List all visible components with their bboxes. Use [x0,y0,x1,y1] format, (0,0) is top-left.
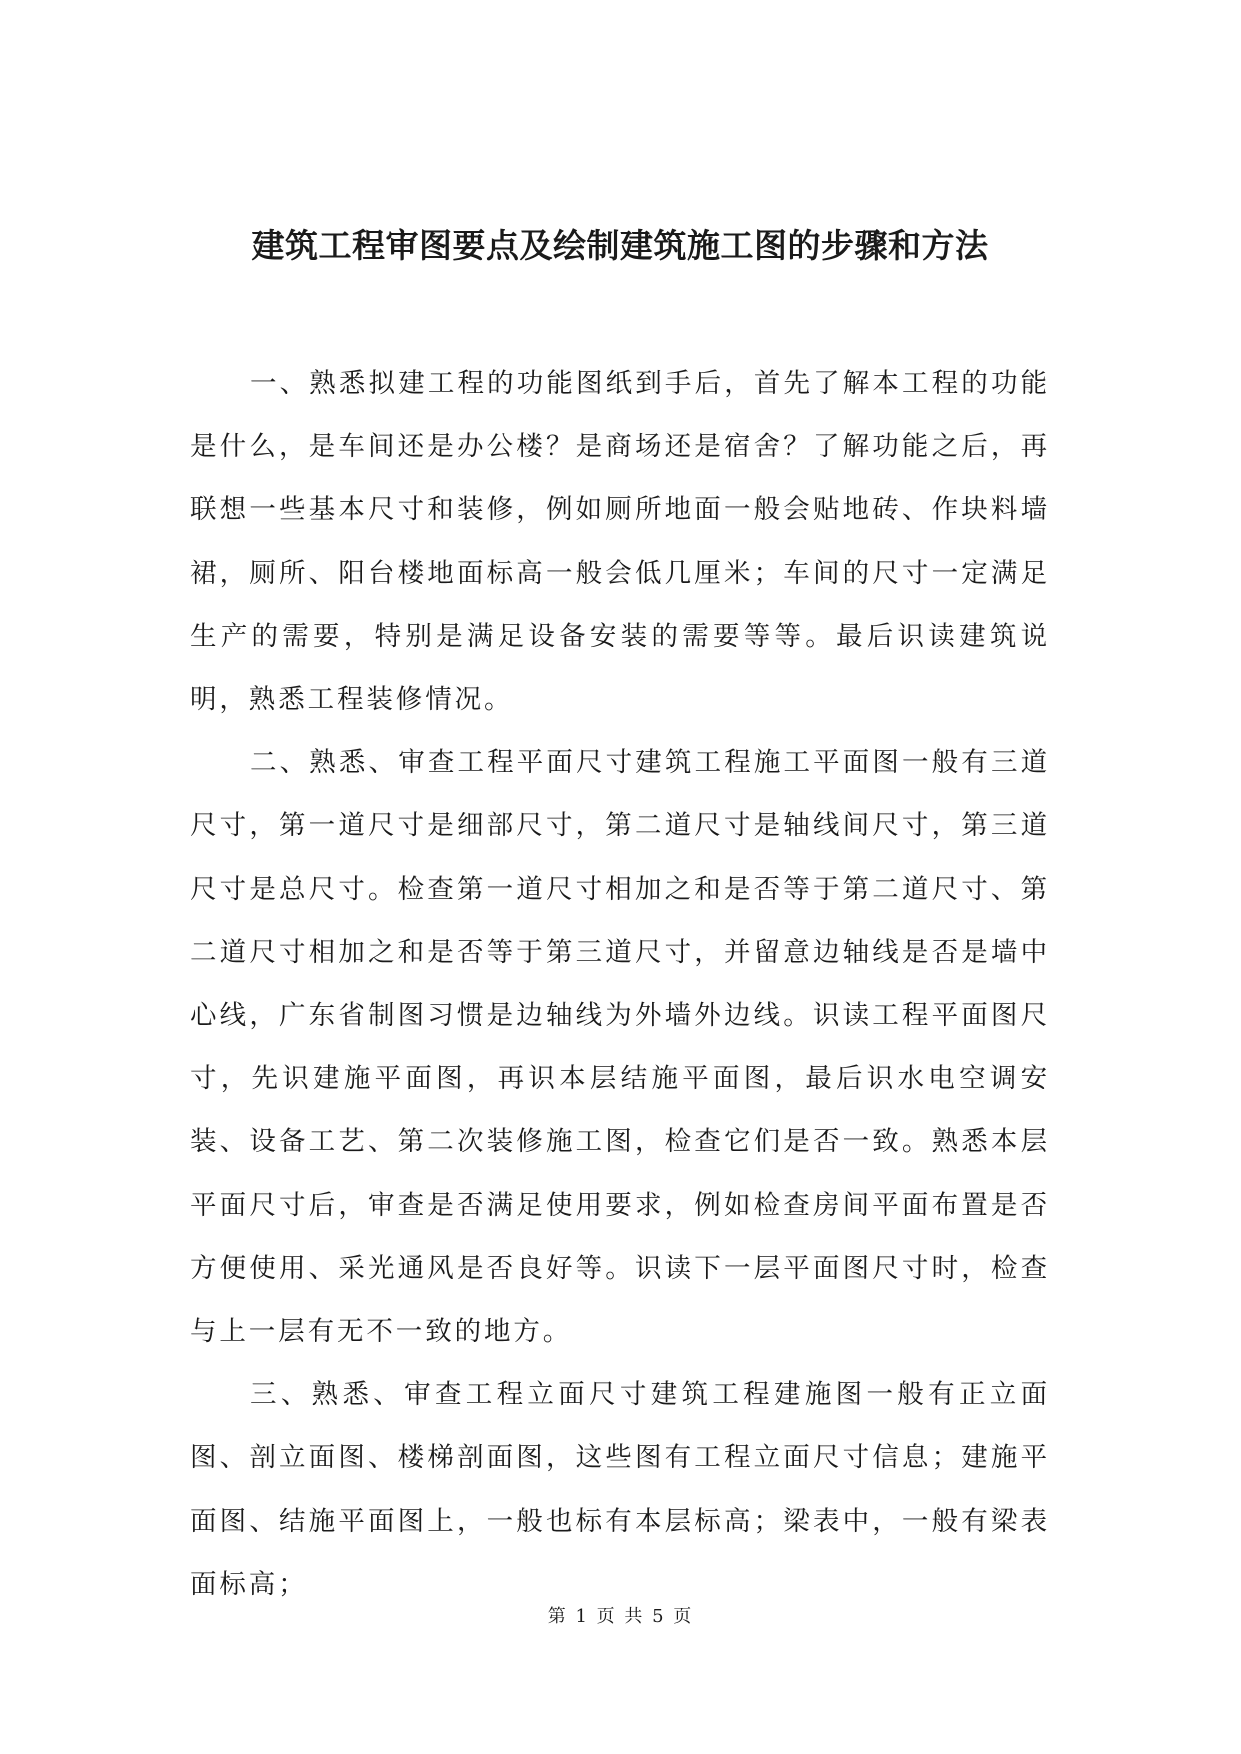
document-title: 建筑工程审图要点及绘制建筑施工图的步骤和方法 [251,226,989,265]
paragraph-2: 二、熟悉、审查工程平面尺寸建筑工程施工平面图一般有三道尺寸，第一道尺寸是细部尺寸，第二道尺寸是轴线间尺寸，第三道尺寸是总尺寸。检查第一道尺寸相加之和是否等于第二道尺寸、第二道尺寸相加之和是否等于第三道尺寸，并留意边轴线是否是墙中心线，广东省制图习惯是边轴线为外墙外边线。识读工程平面图尺寸，先识建施平面图，再识本层结施平面图，最后识水电空调安装、设备工艺、第二次装修施工图，检查它们是否一致。熟悉本层平面尺寸后，审查是否满足使用要求，例如检查房间平面布置是否方便使用、采光通风是否良好等。识读下一层平面图尺寸时，检查与上一层有无不一致的地方。 [190,747,1050,1348]
paragraph-3: 三、熟悉、审查工程立面尺寸建筑工程建施图一般有正立面图、剖立面图、楼梯剖面图，这些图有工程立面尺寸信息；建施平面图、结施平面图上，一般也标有本层标高；梁表中，一般有梁表面标高； [190,1379,1050,1600]
page-total: 5 [652,1606,666,1627]
paragraph-1: 一、熟悉拟建工程的功能图纸到手后，首先了解本工程的功能是什么，是车间还是办公楼？是商场还是宿舍？了解功能之后，再联想一些基本尺寸和装修，例如厕所地面一般会贴地砖、作块料墙裙，厕所、阳台楼地面标高一般会低几厘米；车间的尺寸一定满足生产的需要，特别是满足设备安装的需要等等。最后识读建筑说明，熟悉工程装修情况。 [190,368,1050,716]
page-number: 1 [575,1606,589,1627]
page-middle: 页 共 [596,1606,645,1627]
page-prefix: 第 [547,1606,568,1627]
page-suffix: 页 [673,1606,694,1627]
document-body [190,352,1050,1616]
page-footer [0,1604,1241,1630]
